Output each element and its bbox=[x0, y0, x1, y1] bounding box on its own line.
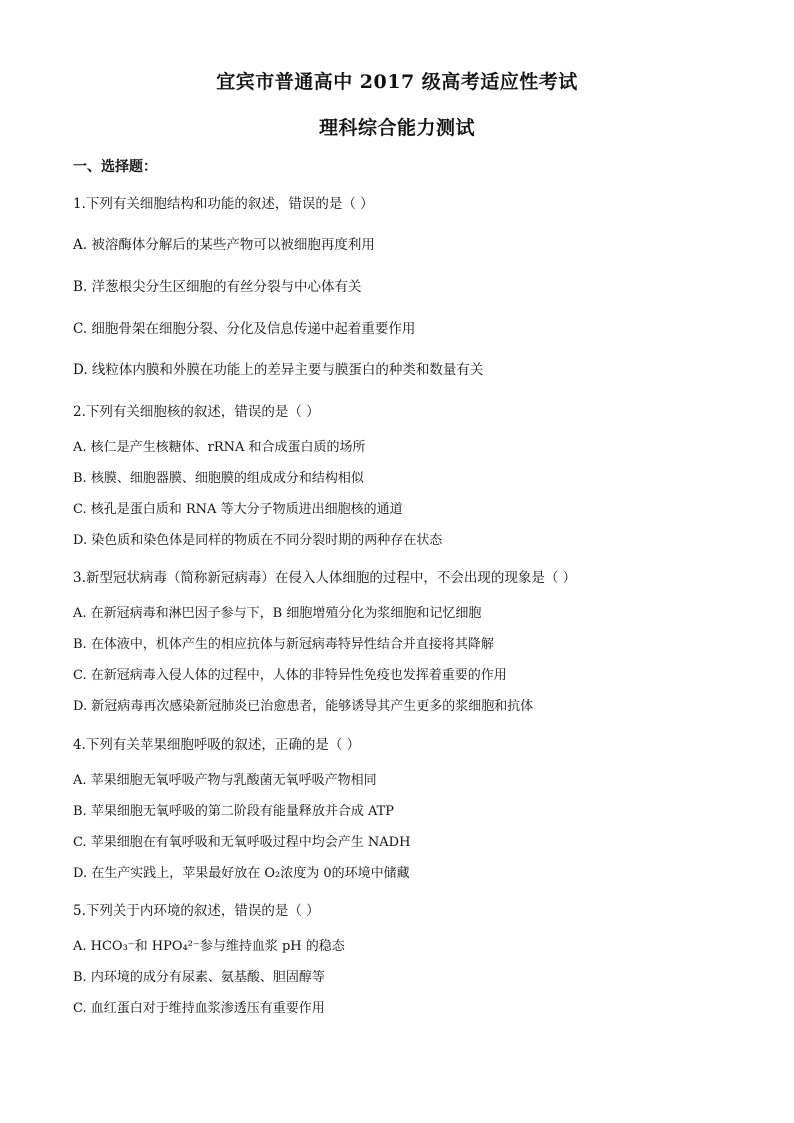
question-3-option-d: D. 新冠病毒再次感染新冠肺炎已治愈患者，能够诱导其产生更多的浆细胞和抗体 bbox=[73, 699, 534, 714]
question-3-option-a: A. 在新冠病毒和淋巴因子参与下，B 细胞增殖分化为浆细胞和记忆细胞 bbox=[73, 606, 482, 621]
question-1-option-c: C. 细胞骨架在细胞分裂、分化及信息传递中起着重要作用 bbox=[73, 321, 416, 337]
question-2-option-b: B. 核膜、细胞器膜、细胞膜的组成成分和结构相似 bbox=[73, 471, 364, 486]
question-2-option-c: C. 核孔是蛋白质和 RNA 等大分子物质进出细胞核的通道 bbox=[73, 502, 403, 517]
question-2-option-d: D. 染色质和染色体是同样的物质在不同分裂时期的两种存在状态 bbox=[73, 533, 443, 548]
question-1-stem: 1.下列有关细胞结构和功能的叙述，错误的是（ ） bbox=[73, 196, 374, 212]
question-3-option-b: B. 在体液中，机体产生的相应抗体与新冠病毒特异性结合并直接将其降解 bbox=[73, 637, 494, 652]
question-5-option-c: C. 血红蛋白对于维持血浆渗透压有重要作用 bbox=[73, 1001, 325, 1016]
question-5-option-b: B. 内环境的成分有尿素、氨基酸、胆固醇等 bbox=[73, 970, 325, 985]
exam-subtitle: 理科综合能力测试 bbox=[318, 117, 475, 139]
section-heading: 一、选择题： bbox=[73, 159, 157, 175]
question-1-option-a: A. 被溶酶体分解后的某些产物可以被细胞再度利用 bbox=[73, 237, 375, 253]
question-2-stem: 2.下列有关细胞核的叙述，错误的是（ ） bbox=[73, 404, 320, 420]
exam-title: 宜宾市普通高中 2017 级高考适应性考试 bbox=[216, 71, 578, 93]
question-3-option-c: C. 在新冠病毒入侵人体的过程中，人体的非特异性免疫也发挥着重要的作用 bbox=[73, 668, 507, 683]
question-5-option-a: A. HCO₃⁻和 HPO₄²⁻参与维持血浆 pH 的稳态 bbox=[73, 939, 345, 954]
question-4-option-d: D. 在生产实践上，苹果最好放在 O₂浓度为 0的环境中储藏 bbox=[73, 866, 410, 881]
question-4-stem: 4.下列有关苹果细胞呼吸的叙述，正确的是（ ） bbox=[73, 737, 361, 753]
question-1-option-d: D. 线粒体内膜和外膜在功能上的差异主要与膜蛋白的种类和数量有关 bbox=[73, 362, 484, 378]
question-5-stem: 5.下列关于内环境的叙述，错误的是（ ） bbox=[73, 903, 320, 919]
question-1-option-b: B. 洋葱根尖分生区细胞的有丝分裂与中心体有关 bbox=[73, 279, 362, 295]
question-4-option-a: A. 苹果细胞无氧呼吸产物与乳酸菌无氧呼吸产物相同 bbox=[73, 773, 377, 788]
question-3-stem: 3.新型冠状病毒（简称新冠病毒）在侵入人体细胞的过程中，不会出现的现象是（ ） bbox=[73, 570, 577, 586]
question-4-option-c: C. 苹果细胞在有氧呼吸和无氧呼吸过程中均会产生 NADH bbox=[73, 835, 411, 850]
question-4-option-b: B. 苹果细胞无氧呼吸的第二阶段有能量释放并合成 ATP bbox=[73, 804, 395, 819]
question-2-option-a: A. 核仁是产生核糖体、rRNA 和合成蛋白质的场所 bbox=[73, 440, 366, 455]
